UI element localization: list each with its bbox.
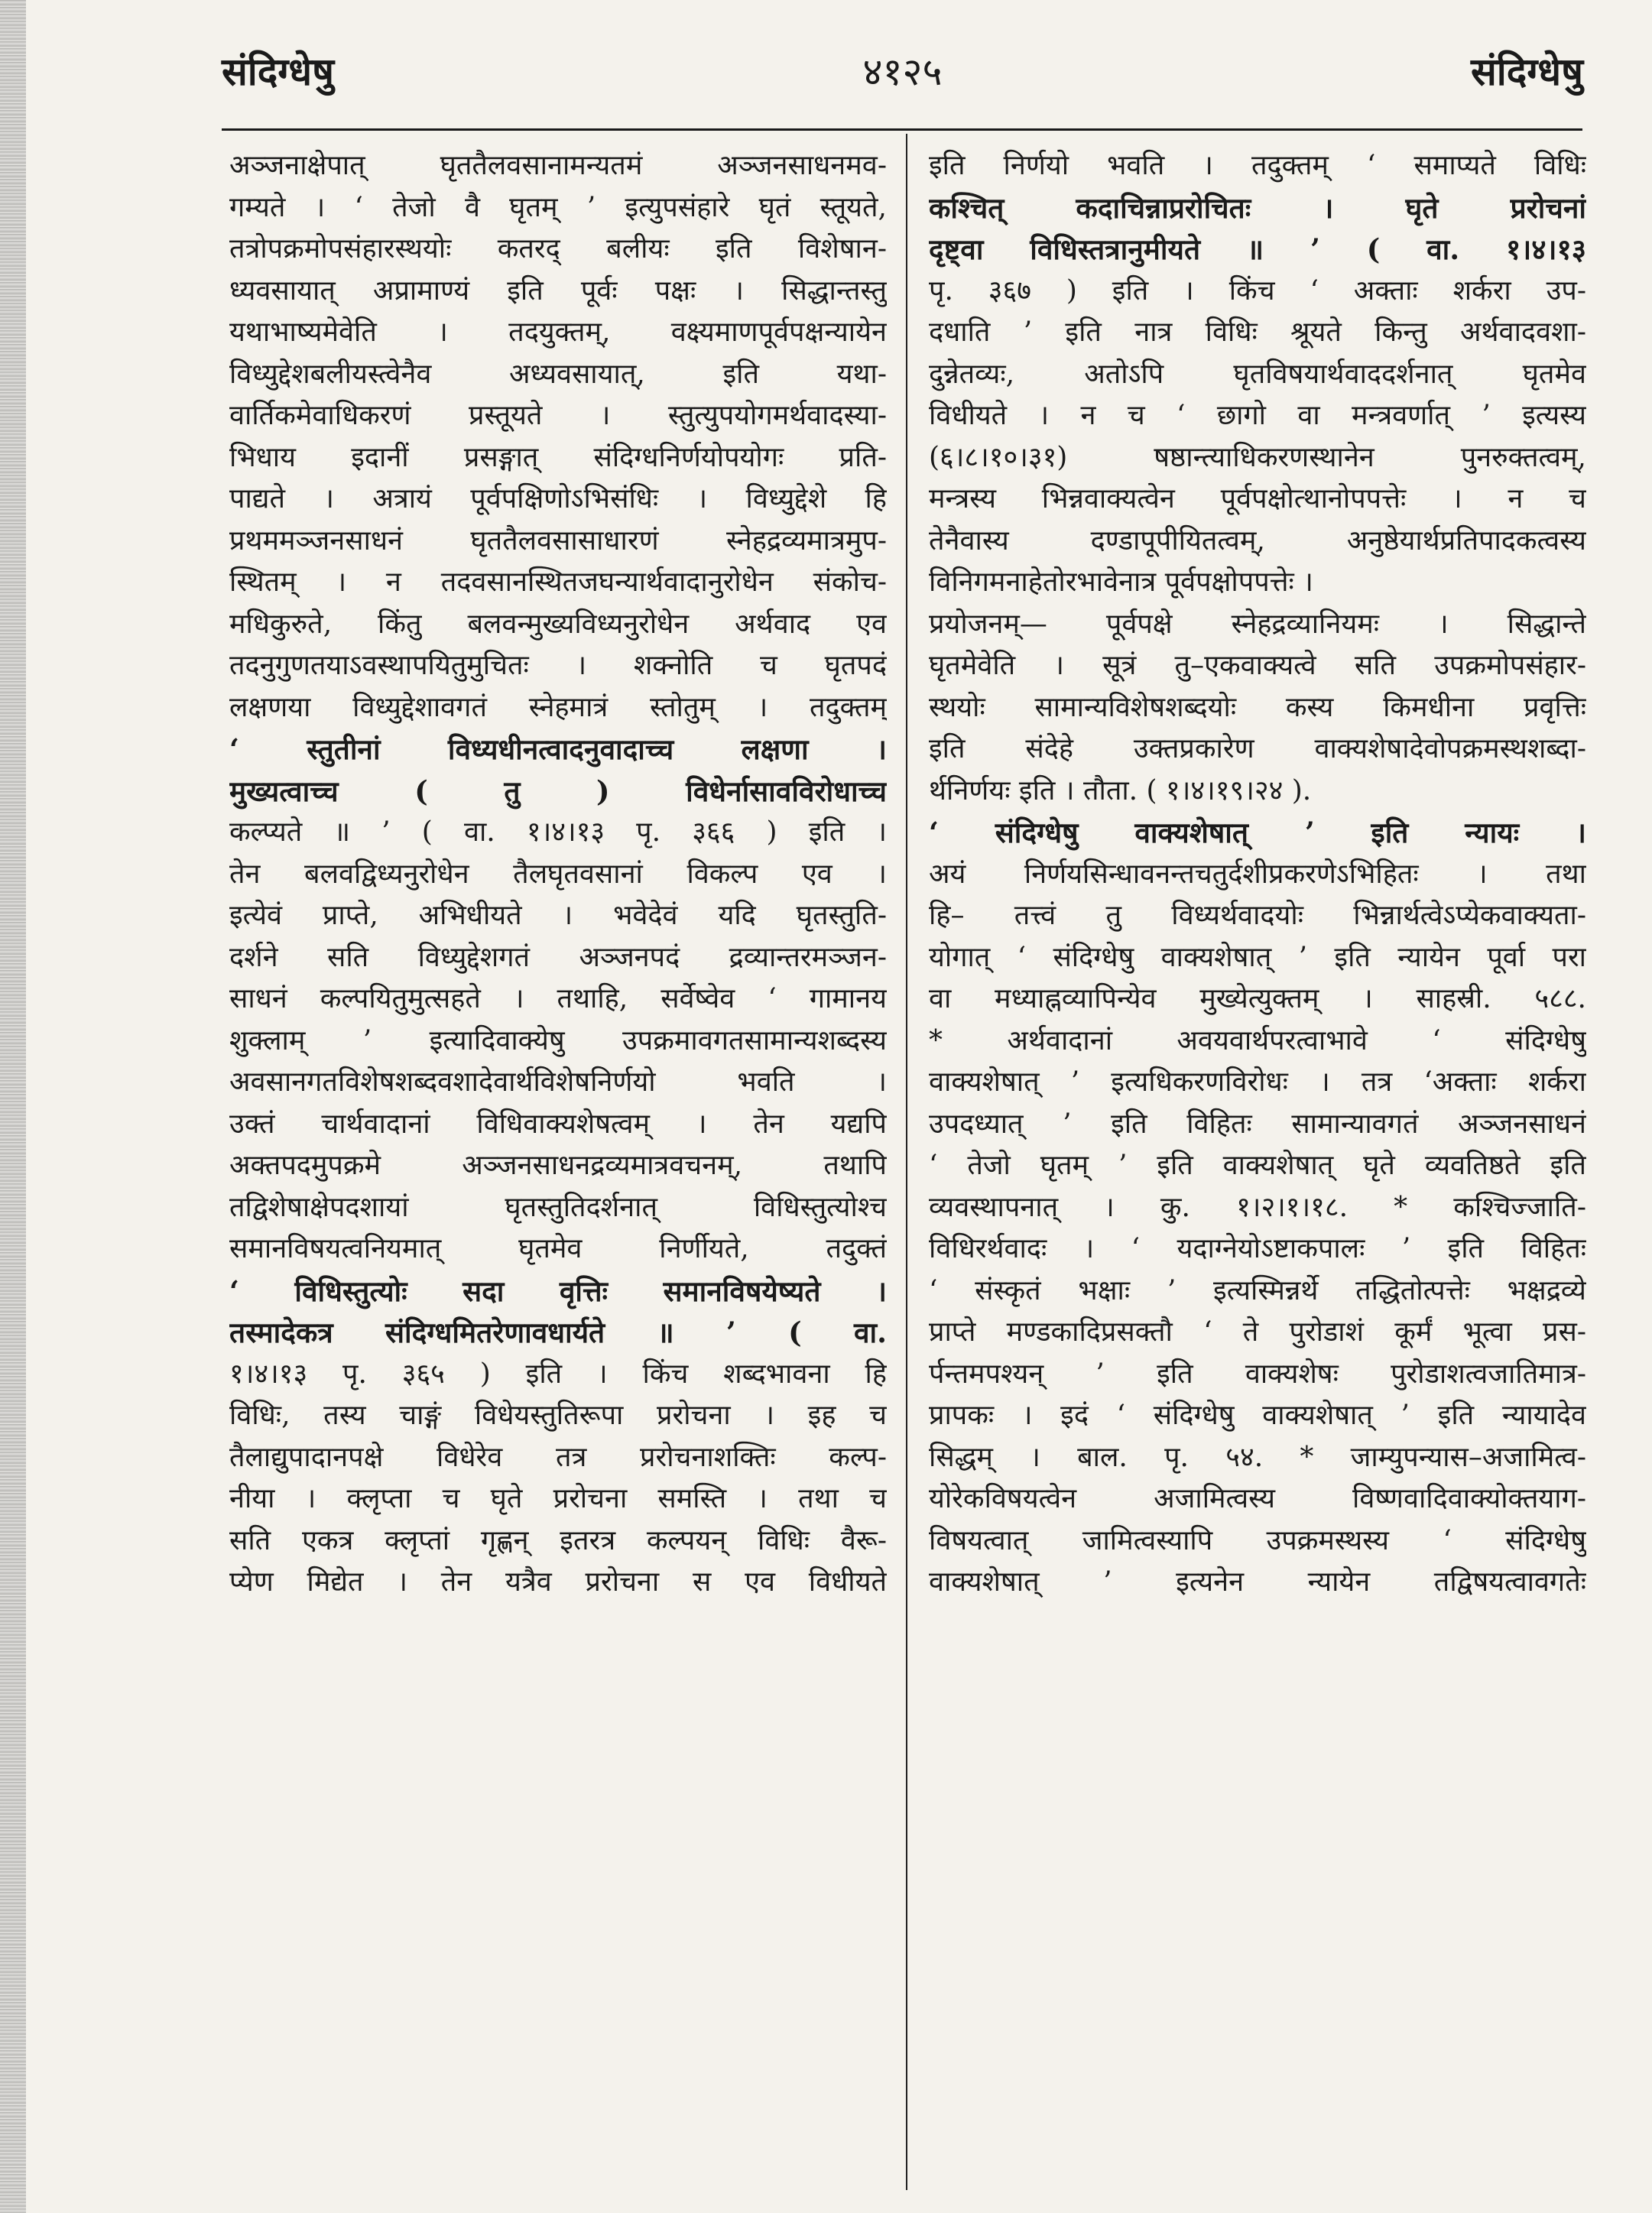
text-line: प्रापकः । इदं ‘ संदिग्धेषु वाक्यशेषात् ’ इति न्यायादेव xyxy=(929,1400,1586,1431)
text-line: साधनं कल्पयितुमुत्सहते । तथाहि, सर्वेष्वेव ‘ गामानय xyxy=(229,983,887,1014)
verse-line: कश्चित् कदाचिन्नाप्ररोचितः । घृते प्ररोचनां xyxy=(929,190,1586,225)
text-line: प्येण मिद्येत । तेन यत्रैव प्ररोचना स एव विधीयते xyxy=(229,1566,887,1598)
text-line: दधाति ’ इति नात्र विधिः श्रूयते किन्तु अर्थवादवशा- xyxy=(929,316,1586,348)
text-line: * अर्थवादानां अवयवार्थपरत्वाभावे ‘ संदिग्धेषु xyxy=(929,1024,1586,1056)
text-line: दर्शने सति विध्युद्देशगतं अञ्जनपदं द्रव्यान्तरमञ्जन- xyxy=(229,941,887,973)
text-line: नीया । क्लृप्ता च घृते प्ररोचना समस्ति । तथा च xyxy=(229,1483,887,1514)
column-divider xyxy=(906,134,907,2190)
text-line: ध्यवसायात् अप्रामाण्यं इति पूर्वः पक्षः । सिद्धान्तस्तु xyxy=(229,274,887,307)
text-line: मधिकुरुते, किंतु बलवन्मुख्यविध्यनुरोधेन अर्थवाद एव xyxy=(229,608,887,640)
text-line: योगात् ‘ संदिग्धेषु वाक्यशेषात् ’ इति न्यायेन पूर्वा परा xyxy=(929,941,1586,973)
left-column xyxy=(229,145,887,1604)
verse-line: ‘ स्तुतीनां विध्यधीनत्वादनुवादाच्च लक्षणा । xyxy=(229,732,887,766)
text-line: अयं निर्णयसिन्धावनन्तचतुर्दशीप्रकरणेऽभिहितः । तथा xyxy=(929,858,1586,890)
scan-edge xyxy=(0,0,26,2213)
text-line: र्थनिर्णयः इति । तौता. ( १।४।१९।२४ ). xyxy=(929,774,1312,806)
text-line: इति संदेहे उक्तप्रकारेण वाक्यशेषादेवोपक्रमस्थशब्दा- xyxy=(929,733,1586,764)
text-line: लक्षणया विध्युद्देशावगतं स्नेहमात्रं स्तोतुम् । तदुक्तम् xyxy=(229,691,887,723)
nyaya-heading: ‘ संदिग्धेषु वाक्यशेषात् ’ इति न्यायः । xyxy=(929,816,1586,849)
text-line: घृतमेवेति । सूत्रं तु–एकवाक्यत्वे सति उपक्रमोपसंहार- xyxy=(929,650,1586,681)
text-line: उक्तं चार्थवादानां विधिवाक्यशेषत्वम् । तेन यद्यपि xyxy=(229,1108,887,1140)
text-line: स्थितम् । न तदवसानस्थितजघन्यार्थवादानुरोधेन संकोच- xyxy=(229,566,887,598)
text-line: र्पन्तमपश्यन् ’ इति वाक्यशेषः पुरोडाशत्वजातिमात्र- xyxy=(929,1358,1586,1390)
text-line: तदनुगुणतयाऽवस्थापयितुमुचितः । शक्नोति च घृतपदं xyxy=(229,650,887,681)
page-number: ४१२५ xyxy=(862,50,943,94)
text-line: इत्येवं प्राप्ते, अभिधीयते । भवेदेवं यदि घृतस्तुति- xyxy=(229,900,887,931)
header-rule xyxy=(222,128,1582,131)
text-line: भिधाय इदानीं प्रसङ्गात् संदिग्धनिर्णयोपयोगः प्रति- xyxy=(229,441,887,473)
text-line: वाक्यशेषात् ’ इत्यनेन न्यायेन तद्विषयत्वावगतेः xyxy=(929,1566,1586,1598)
text-line: योरेकविषयत्वेन अजामित्वस्य विष्णवादिवाक्योक्तयाग- xyxy=(929,1483,1586,1514)
text-line: विध्युद्देशबलीयस्त्वेनैव अध्यवसायात्, इति यथा- xyxy=(229,358,887,390)
text-line: तेन बलवद्विध्यनुरोधेन तैलघृतवसानां विकल्प एव । xyxy=(229,858,887,890)
left-running-title: संदिग्धेषु xyxy=(222,49,334,94)
text-line: समानविषयत्वनियमात् घृतमेव निर्णीयते, तदुक्तं xyxy=(229,1233,887,1264)
right-column xyxy=(929,145,1586,1604)
text-line: सति एकत्र क्लृप्तां गृह्णन् इतरत्र कल्पयन् विधिः वैरू- xyxy=(229,1524,887,1556)
text-line: प्राप्ते मण्डकादिप्रसक्तौ ‘ ते पुरोडाशं कूर्मं भूत्वा प्रस- xyxy=(929,1316,1586,1348)
text-line: व्यवस्थापनात् । कु. १।२।१।१८. * कश्चिज्जाति- xyxy=(929,1191,1586,1223)
right-running-title: संदिग्धेषु xyxy=(1471,49,1583,94)
text-line: सिद्धम् । बाल. पृ. ५४. * जाम्युपन्यास–अजामित्व- xyxy=(929,1441,1586,1473)
text-line: तत्रोपक्रमोपसंहारस्थयोः कतरद् बलीयः इति विशेषान- xyxy=(229,233,887,264)
text-line: विधिः, तस्य चाङ्गं विधेयस्तुतिरूपा प्ररोचना । इह च xyxy=(229,1400,887,1431)
text-line: पाद्यते । अत्रायं पूर्वपक्षिणोऽभिसंधिः । विध्युद्देशे हि xyxy=(229,483,887,514)
text-line: प्रयोजनम्— पूर्वपक्षे स्नेहद्रव्यानियमः । सिद्धान्ते xyxy=(929,608,1586,640)
text-line: विधिरर्थवादः । ‘ यदाग्नेयोऽष्टाकपालः ’ इति विहितः xyxy=(929,1233,1586,1264)
text-line: विषयत्वात् जामित्वस्यापि उपक्रमस्थस्य ‘ संदिग्धेषु xyxy=(929,1524,1586,1556)
verse-line: ‘ विधिस्तुत्योः सदा वृत्तिः समानविषयेष्यते । xyxy=(229,1274,887,1308)
text-line: वा मध्याह्नव्यापिन्येव मुख्येत्युक्तम् । साहस्री. ५८८. xyxy=(929,983,1586,1014)
text-line: अक्तपदमुपक्रमे अञ्जनसाधनद्रव्यमात्रवचनम्, तथापि xyxy=(229,1150,887,1181)
text-line: गम्यते । ‘ तेजो वै घृतम् ’ इत्युपसंहारे घृतं स्तूयते, xyxy=(229,191,887,223)
text-line: शुक्लाम् ’ इत्यादिवाक्येषु उपक्रमावगतसामान्यशब्दस्य xyxy=(229,1024,887,1056)
text-line: प्रथममञ्जनसाधनं घृततैलवसासाधारणं स्नेहद्रव्यमात्रमुप- xyxy=(229,524,887,556)
text-line: मन्त्रस्य भिन्नवाक्यत्वेन पूर्वपक्षोत्थानोपपत्तेः । न च xyxy=(929,483,1586,514)
page-header xyxy=(222,44,1583,113)
text-line: इति निर्णयो भवति । तदुक्तम् ‘ समाप्यते विधिः xyxy=(929,150,1586,181)
text-line: (६।८।१०।३१) षष्ठान्त्याधिकरणस्थानेन पुनरुक्तत्वम्, xyxy=(929,441,1586,473)
text-line: अवसानगतविशेषशब्दवशादेवार्थविशेषनिर्णयो भवति । xyxy=(229,1066,887,1098)
text-line: तद्विशेषाक्षेपदशायां घृतस्तुतिदर्शनात् विधिस्तुत्योश्च xyxy=(229,1191,887,1223)
text-line: १।४।१३ पृ. ३६५ ) इति । किंच शब्दभावना हि xyxy=(229,1358,887,1390)
text-line: उपदध्यात् ’ इति विहितः सामान्यावगतं अञ्जनसाधनं xyxy=(929,1108,1586,1140)
text-line: विनिगमनाहेतोरभावेनात्र पूर्वपक्षोपपत्तेः । xyxy=(929,566,1313,598)
text-line: तेनैवास्य दण्डापूपीयितत्वम्, अनुष्ठेयार्थप्रतिपादकत्वस्य xyxy=(929,524,1586,556)
text-line: यथाभाष्यमेवेति । तदयुक्तम्, वक्ष्यमाणपूर्वपक्षन्यायेन xyxy=(229,316,887,348)
text-line: हि– तत्त्वं तु विध्यर्थवादयोः भिन्नार्थत्वेऽप्येकवाक्यता- xyxy=(929,900,1586,931)
text-line: तैलाद्युपादानपक्षे विधेरेव तत्र प्ररोचनाशक्तिः कल्प- xyxy=(229,1441,887,1473)
verse-line: तस्मादेकत्र संदिग्धमितरेणावधार्यते ॥ ’ ( वा. xyxy=(229,1316,887,1349)
text-line: वाक्यशेषात् ’ इत्यधिकरणविरोधः । तत्र ‘अक्ताः शर्करा xyxy=(929,1066,1586,1098)
text-line: वार्तिकमेवाधिकरणं प्रस्तूयते । स्तुत्युपयोगमर्थवादस्या- xyxy=(229,400,887,431)
text-line: ‘ तेजो घृतम् ’ इति वाक्यशेषात् घृते व्यवतिष्ठते इति xyxy=(929,1150,1586,1181)
text-line: स्थयोः सामान्यविशेषशब्दयोः कस्य किमधीना प्रवृत्तिः xyxy=(929,691,1586,723)
verse-line: मुख्यत्वाच्च ( तु ) विधेर्नासावविरोधाच्च xyxy=(229,774,887,808)
text-line: अञ्जनाक्षेपात् घृततैलवसानामन्यतमं अञ्जनसाधनमव- xyxy=(229,150,887,181)
text-line: ‘ संस्कृतं भक्षाः ’ इत्यस्मिन्नर्थे तद्धितोत्पत्तेः भक्षद्रव्ये xyxy=(929,1274,1586,1306)
text-line: विधीयते । न च ‘ छागो वा मन्त्रवर्णात् ’ इत्यस्य xyxy=(929,400,1586,431)
text-line: कल्प्यते ॥ ’ ( वा. १।४।१३ पृ. ३६६ ) इति । xyxy=(229,816,887,848)
verse-line: दृष्ट्वा विधिस्तत्रानुमीयते ॥ ’ ( वा. १।४।१३ xyxy=(929,232,1586,266)
text-line: पृ. ३६७ ) इति । किंच ‘ अक्ताः शर्करा उप- xyxy=(929,274,1586,307)
text-line: दुन्नेतव्यः, अतोऽपि घृतविषयार्थवाददर्शनात् घृतमेव xyxy=(929,358,1586,390)
